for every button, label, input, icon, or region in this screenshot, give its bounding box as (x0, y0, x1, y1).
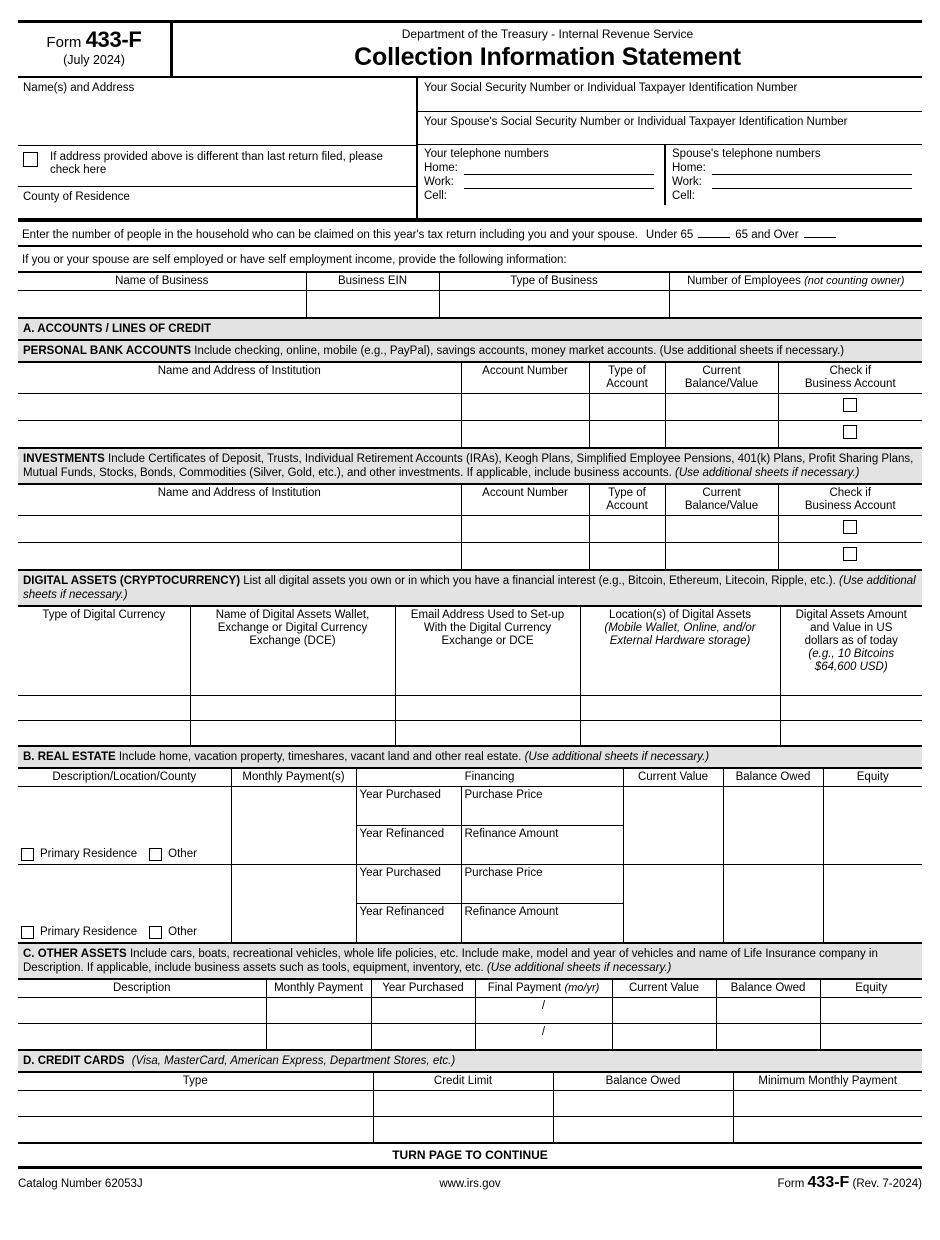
cell-inv-institution[interactable] (18, 543, 461, 570)
investment-business-account-checkbox[interactable] (843, 520, 857, 534)
col-bank-check-line1: Check if (829, 365, 872, 377)
cell-oa-year-purchased[interactable] (371, 1024, 475, 1050)
section-c-desc-italic: (Use additional sheets if necessary.) (486, 962, 672, 974)
col-email-line1: Email Address Used to Set-up (410, 609, 565, 621)
cell-oa-final-payment[interactable] (475, 1024, 612, 1050)
cell-digital-location[interactable] (580, 696, 780, 721)
form-number-line (18, 29, 170, 53)
cell-cc-credit-limit[interactable] (373, 1091, 553, 1117)
irs-website: www.irs.gov (439, 1178, 501, 1190)
cell-bank-account-number[interactable] (461, 394, 589, 421)
col-digital-email (395, 607, 580, 696)
cell-re-equity-1[interactable] (823, 787, 922, 865)
personal-bank-accounts-description (18, 341, 922, 363)
your-home-phone-row[interactable] (424, 161, 664, 175)
col-wallet-line1: Name of Digital Assets Wallet, (215, 609, 370, 621)
purchase-price-text: Purchase Price (464, 789, 543, 801)
col-oa-final-payment (475, 980, 612, 998)
address-changed-row[interactable] (18, 145, 416, 186)
under-65-label: Under 65 (645, 229, 694, 241)
cell-digital-amount[interactable] (780, 696, 922, 721)
col-bank-business-check (778, 363, 922, 394)
col-oa-year-purchased: Year Purchased (371, 980, 475, 998)
col-oa-equity: Equity (820, 980, 922, 998)
business-table-row[interactable] (18, 291, 922, 318)
footer-revision: (Rev. 7-2024) (852, 1178, 922, 1190)
cell-digital-amount[interactable] (780, 721, 922, 746)
col-bank-type-line1: Type of (608, 365, 646, 377)
section-d-heading (18, 1049, 922, 1073)
self-employment-intro-row (18, 247, 922, 273)
cell-oa-description[interactable] (18, 1024, 266, 1050)
col-number-of-employees (669, 273, 922, 291)
cell-digital-type[interactable] (18, 721, 190, 746)
col-location-line3: External Hardware storage) (609, 635, 751, 647)
refinance-amount-text: Refinance Amount (464, 828, 559, 840)
cell-inv-type-of-account[interactable] (589, 516, 665, 543)
footer-form-identifier (622, 1174, 922, 1192)
digital-assets-table (18, 607, 922, 745)
section-c-title: C. OTHER ASSETS (23, 948, 127, 960)
digital-assets-description (18, 569, 922, 607)
telephone-block (418, 144, 922, 205)
cell-re-description-2[interactable] (18, 865, 231, 943)
cell-inv-current-balance[interactable] (665, 516, 778, 543)
cell-bank-business-check[interactable] (778, 421, 922, 448)
cell-oa-equity[interactable] (820, 998, 922, 1024)
spouse-cell-phone-row[interactable] (672, 189, 922, 203)
primary-residence-label: Primary Residence (40, 926, 138, 938)
primary-residence-checkbox[interactable] (21, 848, 34, 861)
col-amount-line2: and Value in US (810, 622, 893, 634)
cell-bank-institution[interactable] (18, 421, 461, 448)
col-inv-account-number: Account Number (461, 485, 589, 516)
col-inv-check-line1: Check if (829, 487, 872, 499)
cell-digital-location[interactable] (580, 721, 780, 746)
col-re-equity: Equity (823, 769, 922, 787)
cell-digital-email[interactable] (395, 721, 580, 746)
cell-inv-institution[interactable] (18, 516, 461, 543)
col-number-of-employees-label: Number of Employees (687, 275, 801, 287)
personal-bank-accounts-title: PERSONAL BANK ACCOUNTS (23, 345, 192, 357)
section-a-heading: A. ACCOUNTS / LINES OF CREDIT (18, 317, 922, 341)
personal-bank-accounts-desc: Include checking, online, mobile (e.g., PayPal), savings accounts, money market accounts. (Use additional sheets if necessary.) (194, 345, 845, 357)
personal-bank-accounts-table (18, 363, 922, 447)
col-wallet-line2: Exchange or Digital Currency (217, 622, 368, 634)
spouse-ssn-label: Your Spouse's Social Security Number or Individual Taxpayer Identification Number (424, 116, 848, 128)
col-type-of-business: Type of Business (439, 273, 669, 291)
bank-table-header-row (18, 363, 922, 394)
form-label: Form (46, 34, 82, 51)
investments-table (18, 485, 922, 569)
label-purchase-price-1 (461, 787, 623, 826)
cell-oa-current-value[interactable] (612, 998, 716, 1024)
year-refinanced-text: Year Refinanced (359, 828, 445, 840)
section-d-desc-italic: (Visa, MasterCard, American Express, Department Stores, etc.) (131, 1055, 456, 1067)
col-oa-final-payment-note: (mo/yr) (564, 982, 600, 994)
col-bank-type-line2: Account (606, 378, 648, 390)
spouse-home-phone-label: Home: (672, 162, 706, 174)
re-residence-type-1[interactable] (21, 848, 228, 861)
credit-cards-row[interactable] (18, 1091, 922, 1117)
real-estate-table (18, 769, 922, 942)
digital-assets-title: DIGITAL ASSETS (CRYPTOCURRENCY) (23, 575, 241, 587)
investments-description (18, 447, 922, 485)
col-business-ein: Business EIN (306, 273, 439, 291)
bank-business-account-checkbox[interactable] (843, 398, 857, 412)
col-bank-check-line2: Business Account (804, 378, 896, 390)
section-b-heading (18, 745, 922, 769)
col-bank-balance-line2: Balance/Value (684, 378, 759, 390)
col-re-description: Description/Location/County (18, 769, 231, 787)
real-estate-row-property-2[interactable] (18, 865, 922, 904)
cell-inv-account-number[interactable] (461, 516, 589, 543)
other-assets-table (18, 980, 922, 1049)
spouse-ssn-field[interactable] (418, 111, 922, 144)
department-line: Department of the Treasury - Internal Revenue Service (401, 27, 694, 41)
identity-left-column (18, 78, 418, 218)
form-number: 433-F (85, 27, 142, 52)
county-of-residence-label: County of Residence (23, 191, 130, 203)
cell-name-of-business[interactable] (18, 291, 306, 318)
cell-oa-monthly-payment[interactable] (266, 998, 371, 1024)
your-work-phone-label: Work: (424, 176, 454, 188)
col-bank-type-of-account (589, 363, 665, 394)
digital-assets-desc-italic: (Use additional sheets if necessary.) (23, 575, 916, 601)
col-oa-balance-owed: Balance Owed (716, 980, 820, 998)
other-residence-label: Other (168, 926, 197, 938)
col-email-line3: Exchange or DCE (441, 635, 534, 647)
over-65-input[interactable] (804, 225, 836, 238)
cell-inv-business-check[interactable] (778, 516, 922, 543)
your-work-phone-row[interactable] (424, 175, 664, 189)
col-inv-current-balance (665, 485, 778, 516)
turn-page-notice: TURN PAGE TO CONTINUE (18, 1142, 922, 1169)
col-re-monthly-payment: Monthly Payment(s) (231, 769, 356, 787)
other-assets-row[interactable] (18, 1024, 922, 1050)
other-residence-checkbox[interactable] (149, 848, 162, 861)
digital-table-row[interactable] (18, 696, 922, 721)
label-refinance-amount-1 (461, 826, 623, 865)
form-identifier-block (18, 23, 173, 76)
cell-cc-credit-limit[interactable] (373, 1117, 553, 1143)
business-table-header-row (18, 273, 922, 291)
credit-cards-row[interactable] (18, 1117, 922, 1143)
cell-re-monthly-payment-2[interactable] (231, 865, 356, 943)
spouse-telephone-group (666, 145, 922, 205)
spouse-telephone-label: Spouse's telephone numbers (672, 148, 821, 160)
your-cell-phone-input[interactable] (464, 192, 654, 203)
col-oa-description: Description (18, 980, 266, 998)
year-purchased-text: Year Purchased (359, 867, 441, 879)
cell-re-monthly-payment-1[interactable] (231, 787, 356, 865)
col-inv-business-check (778, 485, 922, 516)
col-cc-balance-owed: Balance Owed (553, 1073, 733, 1091)
cell-number-of-employees[interactable] (669, 291, 922, 318)
digital-table-header-row (18, 607, 922, 696)
catalog-number: Catalog Number 62053J (18, 1178, 143, 1190)
col-oa-final-payment-label: Final Payment (487, 982, 562, 994)
address-changed-label: If address provided above is different than last return filed, please check here (50, 151, 383, 176)
col-cc-minimum-payment: Minimum Monthly Payment (733, 1073, 922, 1091)
label-purchase-price-2 (461, 865, 623, 904)
col-oa-monthly-payment: Monthly Payment (266, 980, 371, 998)
col-amount-line4: (e.g., 10 Bitcoins (808, 648, 895, 660)
col-inv-institution: Name and Address of Institution (18, 485, 461, 516)
label-year-refinanced-1 (356, 826, 461, 865)
cell-re-equity-2[interactable] (823, 865, 922, 943)
col-email-line2: With the Digital Currency (423, 622, 552, 634)
household-count-text: Enter the number of people in the household who can be claimed on this year's tax return including you and your spouse. (22, 229, 638, 241)
col-cc-credit-limit: Credit Limit (373, 1073, 553, 1091)
cell-re-current-value-1[interactable] (623, 787, 723, 865)
other-residence-checkbox[interactable] (149, 926, 162, 939)
cell-oa-equity[interactable] (820, 1024, 922, 1050)
cell-oa-description[interactable] (18, 998, 266, 1024)
section-b-title: B. REAL ESTATE (23, 751, 116, 763)
cell-type-of-business[interactable] (439, 291, 669, 318)
col-re-current-value: Current Value (623, 769, 723, 787)
section-d-title: D. CREDIT CARDS (23, 1055, 125, 1067)
label-year-refinanced-2 (356, 904, 461, 943)
investments-desc: Include Certificates of Deposit, Trusts, Individual Retirement Accounts (IRAs), Keogh Plans, Simplified Employee Pensions, 401(k) Plans, Profit Sharing Plans, Mutual Funds, Stocks, Bonds, Commodities (Silver, Gold, etc.), and other investments. If applicable, include business accounts. (23, 453, 914, 479)
spouse-work-phone-label: Work: (672, 176, 702, 188)
investments-table-row[interactable] (18, 516, 922, 543)
primary-residence-label: Primary Residence (40, 848, 138, 860)
spouse-cell-phone-label: Cell: (672, 190, 696, 202)
cell-bank-business-check[interactable] (778, 394, 922, 421)
cell-business-ein[interactable] (306, 291, 439, 318)
bank-table-row[interactable] (18, 394, 922, 421)
section-b-desc: Include home, vacation property, timeshares, vacant land and other real estate. (118, 751, 522, 763)
investment-business-account-checkbox[interactable] (843, 547, 857, 561)
other-assets-header-row (18, 980, 922, 998)
col-location-line1: Location(s) of Digital Assets (609, 609, 751, 621)
cell-re-balance-owed-2[interactable] (723, 865, 823, 943)
other-residence-label: Other (168, 848, 197, 860)
form-footer (18, 1169, 922, 1192)
re-residence-type-2[interactable] (21, 926, 228, 939)
under-65-input[interactable] (698, 225, 730, 238)
col-oa-current-value: Current Value (612, 980, 716, 998)
spouse-home-phone-row[interactable] (672, 161, 922, 175)
cell-bank-account-number[interactable] (461, 421, 589, 448)
primary-residence-checkbox[interactable] (21, 926, 34, 939)
cell-oa-final-payment[interactable] (475, 998, 612, 1024)
over-65-label: 65 and Over (735, 229, 799, 241)
section-c-desc: Include cars, boats, recreational vehicles, whole life policies, etc. Include make, model and year of vehicles and name of Life Insurance company in Description. If applicable, include business assets such as tools, equipment, inventory, etc. (23, 948, 878, 974)
footer-form-number: 433-F (807, 1174, 850, 1191)
other-assets-row[interactable] (18, 998, 922, 1024)
col-digital-wallet-name (190, 607, 395, 696)
identity-block (18, 78, 922, 220)
col-location-line2: (Mobile Wallet, Online, and/or (604, 622, 756, 634)
col-type-of-digital-currency: Type of Digital Currency (18, 607, 190, 696)
investments-table-row[interactable] (18, 543, 922, 570)
col-bank-institution: Name and Address of Institution (18, 363, 461, 394)
year-purchased-text: Year Purchased (359, 789, 441, 801)
cell-oa-monthly-payment[interactable] (266, 1024, 371, 1050)
investments-table-header-row (18, 485, 922, 516)
cell-cc-minimum-payment[interactable] (733, 1091, 922, 1117)
cell-bank-institution[interactable] (18, 394, 461, 421)
real-estate-row-property-1[interactable] (18, 787, 922, 826)
credit-cards-header-row (18, 1073, 922, 1091)
col-digital-location (580, 607, 780, 696)
col-amount-line1: Digital Assets Amount (795, 609, 907, 621)
cell-re-description-1[interactable] (18, 787, 231, 865)
final-payment-slash: / (541, 1026, 546, 1038)
your-home-phone-input[interactable] (464, 163, 654, 175)
col-wallet-line3: Exchange (DCE) (249, 635, 336, 647)
real-estate-header-row (18, 769, 922, 787)
col-inv-type-of-account (589, 485, 665, 516)
col-inv-balance-line1: Current (702, 487, 741, 499)
cell-cc-balance-owed[interactable] (553, 1117, 733, 1143)
cell-re-balance-owed-1[interactable] (723, 787, 823, 865)
form-title-block (173, 23, 922, 76)
your-telephone-group (418, 145, 666, 205)
form-date: (July 2024) (63, 53, 125, 67)
purchase-price-text: Purchase Price (464, 867, 543, 879)
address-changed-checkbox[interactable] (23, 152, 38, 167)
col-inv-balance-line2: Balance/Value (684, 500, 759, 512)
your-telephone-label: Your telephone numbers (424, 148, 549, 160)
year-refinanced-text: Year Refinanced (359, 906, 445, 918)
cell-cc-type[interactable] (18, 1091, 373, 1117)
bank-table-row[interactable] (18, 421, 922, 448)
col-amount-line5: $64,600 USD) (814, 661, 888, 673)
col-re-balance-owed: Balance Owed (723, 769, 823, 787)
section-b-desc-italic: (Use additional sheets if necessary.) (524, 751, 710, 763)
name-address-field[interactable] (18, 78, 416, 145)
spouse-cell-phone-input[interactable] (712, 192, 912, 203)
page-title: Collection Information Statement (354, 43, 741, 71)
household-count-row[interactable] (18, 220, 922, 247)
col-inv-type-line2: Account (606, 500, 648, 512)
cell-bank-type-of-account[interactable] (589, 421, 665, 448)
section-c-heading (18, 942, 922, 980)
form-sheet (18, 20, 922, 1192)
label-year-purchased-1 (356, 787, 461, 826)
refinance-amount-text: Refinance Amount (464, 906, 559, 918)
self-employment-intro: If you or your spouse are self employed or have self employment income, provide the following information: (22, 254, 567, 266)
name-address-label: Name(s) and Address (23, 82, 135, 94)
your-work-phone-input[interactable] (464, 177, 654, 189)
cell-bank-current-balance[interactable] (665, 394, 778, 421)
col-cc-type: Type (18, 1073, 373, 1091)
your-ssn-label: Your Social Security Number or Individual Taxpayer Identification Number (424, 82, 798, 94)
col-name-of-business: Name of Business (18, 273, 306, 291)
business-table (18, 273, 922, 317)
cell-inv-business-check[interactable] (778, 543, 922, 570)
investments-title: INVESTMENTS (23, 453, 105, 465)
spouse-work-phone-row[interactable] (672, 175, 922, 189)
identity-right-column (418, 78, 922, 218)
county-of-residence-field[interactable] (18, 186, 416, 218)
spouse-work-phone-input[interactable] (712, 177, 912, 189)
cell-digital-email[interactable] (395, 696, 580, 721)
cell-inv-type-of-account[interactable] (589, 543, 665, 570)
your-ssn-field[interactable] (418, 78, 922, 111)
final-payment-slash: / (541, 1000, 546, 1012)
cell-bank-current-balance[interactable] (665, 421, 778, 448)
label-refinance-amount-2 (461, 904, 623, 943)
col-re-financing: Financing (356, 769, 623, 787)
cell-oa-balance-owed[interactable] (716, 998, 820, 1024)
cell-bank-type-of-account[interactable] (589, 394, 665, 421)
col-bank-account-number: Account Number (461, 363, 589, 394)
cell-digital-wallet[interactable] (190, 721, 395, 746)
cell-oa-current-value[interactable] (612, 1024, 716, 1050)
cell-re-current-value-2[interactable] (623, 865, 723, 943)
bank-business-account-checkbox[interactable] (843, 425, 857, 439)
cell-cc-minimum-payment[interactable] (733, 1117, 922, 1143)
cell-digital-type[interactable] (18, 696, 190, 721)
digital-table-row[interactable] (18, 721, 922, 746)
cell-oa-balance-owed[interactable] (716, 1024, 820, 1050)
your-cell-phone-label: Cell: (424, 190, 448, 202)
form-header (18, 23, 922, 78)
col-amount-line3: dollars as of today (804, 635, 898, 647)
cell-digital-wallet[interactable] (190, 696, 395, 721)
investments-desc-italic: (Use additional sheets if necessary.) (675, 467, 860, 479)
col-bank-balance-line1: Current (702, 365, 741, 377)
cell-cc-balance-owed[interactable] (553, 1091, 733, 1117)
col-inv-type-line1: Type of (608, 487, 646, 499)
cell-oa-year-purchased[interactable] (371, 998, 475, 1024)
your-cell-phone-row[interactable] (424, 189, 664, 203)
spouse-home-phone-input[interactable] (712, 163, 912, 175)
digital-assets-desc: List all digital assets you own or in which you have a financial interest (e.g., Bitcoin, Ethereum, Litecoin, Ripple, etc.). (243, 575, 836, 587)
col-number-of-employees-note: (not counting owner) (804, 275, 905, 287)
col-digital-amount-value (780, 607, 922, 696)
footer-form-label: Form (777, 1178, 805, 1190)
cell-cc-type[interactable] (18, 1117, 373, 1143)
your-home-phone-label: Home: (424, 162, 458, 174)
col-inv-check-line2: Business Account (804, 500, 896, 512)
cell-inv-account-number[interactable] (461, 543, 589, 570)
credit-cards-table (18, 1073, 922, 1142)
cell-inv-current-balance[interactable] (665, 543, 778, 570)
label-year-purchased-2 (356, 865, 461, 904)
col-bank-current-balance (665, 363, 778, 394)
